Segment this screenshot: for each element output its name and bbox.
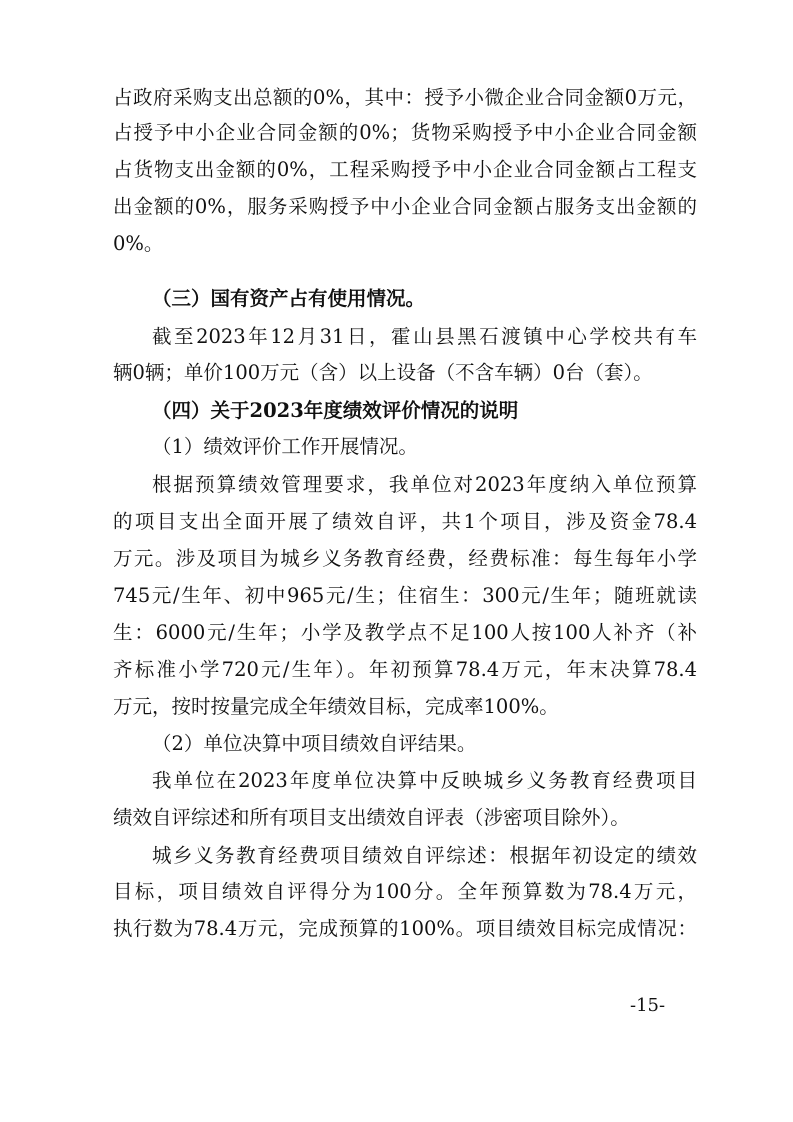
body-text-line: 的项目支出全面开展了绩效自评，共1个项目，涉及资金78.4: [113, 510, 697, 533]
subsection-heading-1: （1）绩效评价工作开展情况。: [152, 435, 418, 458]
body-text-line: 执行数为78.4万元，完成预算的100%。项目绩效目标完成情况：: [113, 917, 697, 940]
section-heading-assets: （三）国有资产占有使用情况。: [152, 287, 426, 310]
body-text-line: 万元，按时按量完成全年绩效目标，完成率100%。: [113, 695, 559, 718]
body-text-line: 占货物支出金额的0%，工程采购授予中小企业合同金额占工程支: [113, 158, 697, 181]
page-number: -15-: [630, 995, 666, 1016]
body-text-line: 辆0辆；单价100万元（含）以上设备（不含车辆）0台（套）。: [113, 361, 653, 384]
body-text-line: 出金额的0%，服务采购授予中小企业合同金额占服务支出金额的: [113, 195, 697, 218]
body-text-line: 截至2023年12月31日，霍山县黑石渡镇中心学校共有车: [152, 325, 697, 348]
body-text-line: 我单位在2023年度单位决算中反映城乡义务教育经费项目: [152, 769, 697, 792]
body-text-line: 目标，项目绩效自评得分为100分。全年预算数为78.4万元，: [113, 880, 697, 903]
body-text-line: 占授予中小企业合同金额的0%；货物采购授予中小企业合同金额: [113, 121, 697, 144]
body-text-line: 745元/生年、初中965元/生；住宿生：300元/生年；随班就读: [113, 584, 697, 607]
subsection-heading-2: （2）单位决算中项目绩效自评结果。: [152, 732, 477, 755]
body-text-line: 绩效自评综述和所有项目支出绩效自评表（涉密项目除外）。: [113, 806, 630, 829]
body-text-line: 根据预算绩效管理要求，我单位对2023年度纳入单位预算: [152, 473, 697, 496]
body-text-line: 万元。涉及项目为城乡义务教育经费，经费标准：每生每年小学: [113, 547, 697, 570]
body-text-line: 占政府采购支出总额的0%，其中：授予小微企业合同金额0万元，: [113, 86, 697, 109]
body-text-line: 齐标准小学720元/生年）。年初预算78.4万元，年末决算78.4: [113, 658, 697, 681]
body-text-line: 城乡义务教育经费项目绩效自评综述：根据年初设定的绩效: [152, 844, 697, 867]
body-text-line: 生：6000元/生年；小学及教学点不足100人按100人补齐（补: [113, 621, 697, 644]
body-text-line: 0%。: [113, 232, 164, 255]
section-heading-performance: （四）关于2023年度绩效评价情况的说明: [152, 399, 519, 422]
